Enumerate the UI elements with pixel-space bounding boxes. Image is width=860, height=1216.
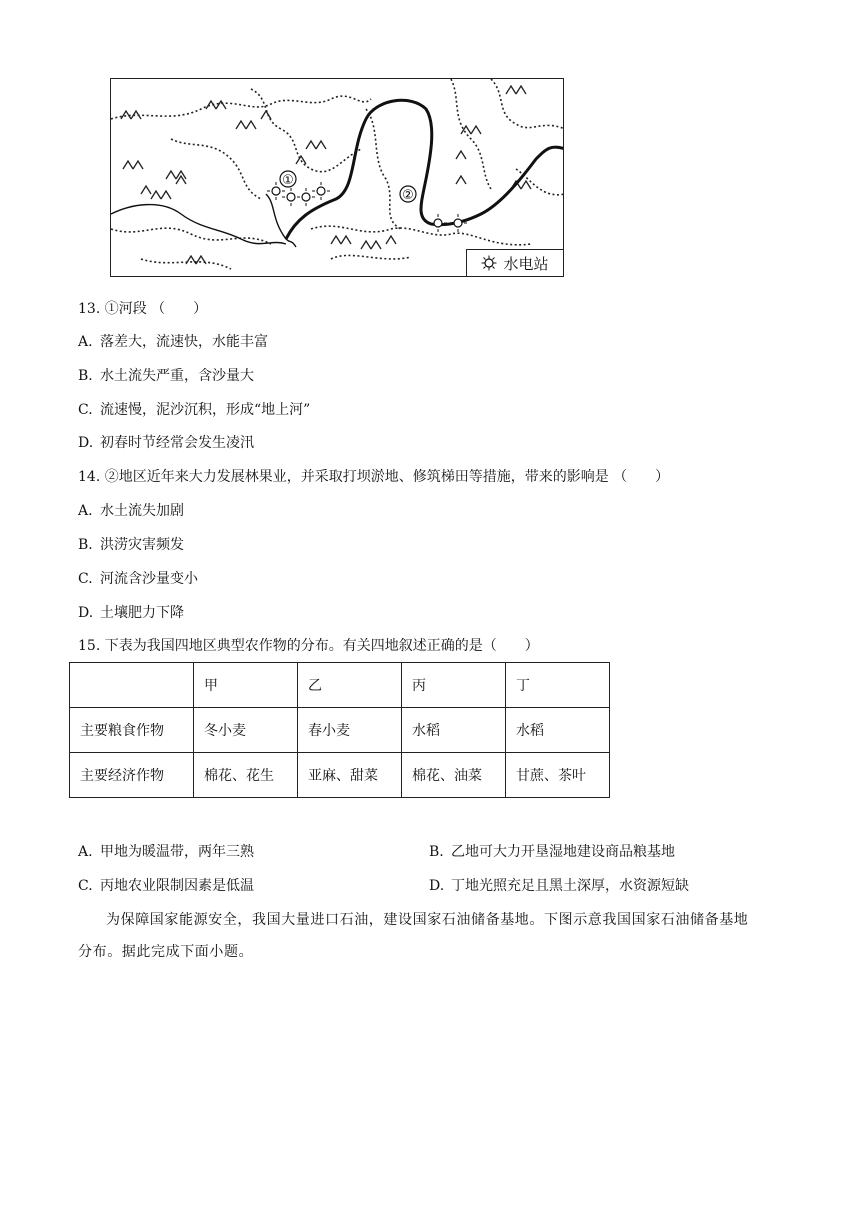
table-cell: 棉花、油菜 — [402, 753, 506, 798]
option-text: 土壤肥力下降 — [100, 605, 184, 621]
q15-option-c[interactable] — [78, 876, 254, 896]
map-label-2: ② — [402, 188, 414, 203]
option-text: 水土流失严重，含沙量大 — [100, 368, 254, 384]
river-map-figure — [110, 78, 564, 277]
option-text: 丙地农业限制因素是低温 — [100, 878, 254, 894]
map-label-1: ① — [282, 173, 294, 188]
option-letter: C. — [78, 402, 93, 418]
q14-option-c[interactable] — [78, 569, 198, 589]
q13-option-d[interactable] — [78, 433, 254, 453]
option-text: 水土流失加剧 — [100, 503, 184, 519]
hydropower-station-icon — [481, 255, 497, 271]
crop-table — [69, 662, 610, 798]
intro-line-1: 为保障国家能源安全，我国大量进口石油，建设国家石油储备基地。下图示意我国国家石油储备基地 — [106, 912, 749, 928]
option-letter: D. — [429, 878, 445, 894]
q15-stem: 15. 下表为我国四地区典型农作物的分布。有关四地叙述正确的是（ ） — [78, 638, 539, 654]
option-text: 洪涝灾害频发 — [100, 537, 184, 553]
table-cell: 主要粮食作物 — [70, 708, 194, 753]
option-letter: C. — [78, 878, 93, 894]
option-text: 流速慢，泥沙沉积，形成“地上河” — [100, 402, 311, 418]
q15-option-a[interactable] — [78, 842, 254, 862]
option-letter: C. — [78, 571, 93, 587]
option-letter: D. — [78, 435, 94, 451]
table-cell: 春小麦 — [298, 708, 402, 753]
q15-option-b[interactable] — [429, 842, 675, 862]
q14-option-a[interactable] — [78, 501, 184, 521]
table-row — [70, 753, 610, 798]
q13-option-b[interactable] — [78, 366, 254, 386]
intro-paragraph — [78, 904, 788, 968]
option-text: 河流含沙量变小 — [100, 571, 198, 587]
legend-label: 水电站 — [503, 254, 549, 273]
table-cell: 水稻 — [402, 708, 506, 753]
table-cell: 亚麻、甜菜 — [298, 753, 402, 798]
table-cell: 水稻 — [506, 708, 610, 753]
table-header-cell: 甲 — [194, 663, 298, 708]
table-cell: 冬小麦 — [194, 708, 298, 753]
option-letter: A. — [78, 503, 93, 519]
option-letter: A. — [78, 844, 93, 860]
q14-option-d[interactable] — [78, 603, 184, 623]
option-letter: B. — [78, 537, 93, 553]
option-letter: D. — [78, 605, 94, 621]
option-text: 乙地可大力开垦湿地建设商品粮基地 — [451, 844, 675, 860]
option-text: 初春时节经常会发生凌汛 — [100, 435, 254, 451]
table-row — [70, 708, 610, 753]
table-cell: 主要经济作物 — [70, 753, 194, 798]
table-header-cell: 乙 — [298, 663, 402, 708]
option-text: 落差大，流速快，水能丰富 — [100, 334, 268, 350]
q14-stem: 14. ②地区近年来大力发展林果业，并采取打坝淤地、修筑梯田等措施，带来的影响是 （ ） — [78, 469, 670, 485]
map-legend — [466, 249, 563, 276]
table-header-row — [70, 663, 610, 708]
q13-option-a[interactable] — [78, 332, 268, 352]
option-text: 甲地为暖温带，两年三熟 — [100, 844, 254, 860]
option-letter: B. — [429, 844, 444, 860]
option-letter: B. — [78, 368, 93, 384]
table-header-cell: 丁 — [506, 663, 610, 708]
river-map-drawing — [111, 79, 564, 277]
intro-line-2: 分布。据此完成下面小题。 — [78, 944, 254, 960]
q13-option-c[interactable] — [78, 400, 310, 420]
q13-stem: 13. ①河段 （ ） — [78, 301, 208, 317]
table-cell: 甘蔗、茶叶 — [506, 753, 610, 798]
table-cell: 棉花、花生 — [194, 753, 298, 798]
q14-option-b[interactable] — [78, 535, 184, 555]
table-header-cell — [70, 663, 194, 708]
q15-option-d[interactable] — [429, 876, 689, 896]
option-letter: A. — [78, 334, 93, 350]
table-header-cell: 丙 — [402, 663, 506, 708]
option-text: 丁地光照充足且黑土深厚，水资源短缺 — [451, 878, 689, 894]
